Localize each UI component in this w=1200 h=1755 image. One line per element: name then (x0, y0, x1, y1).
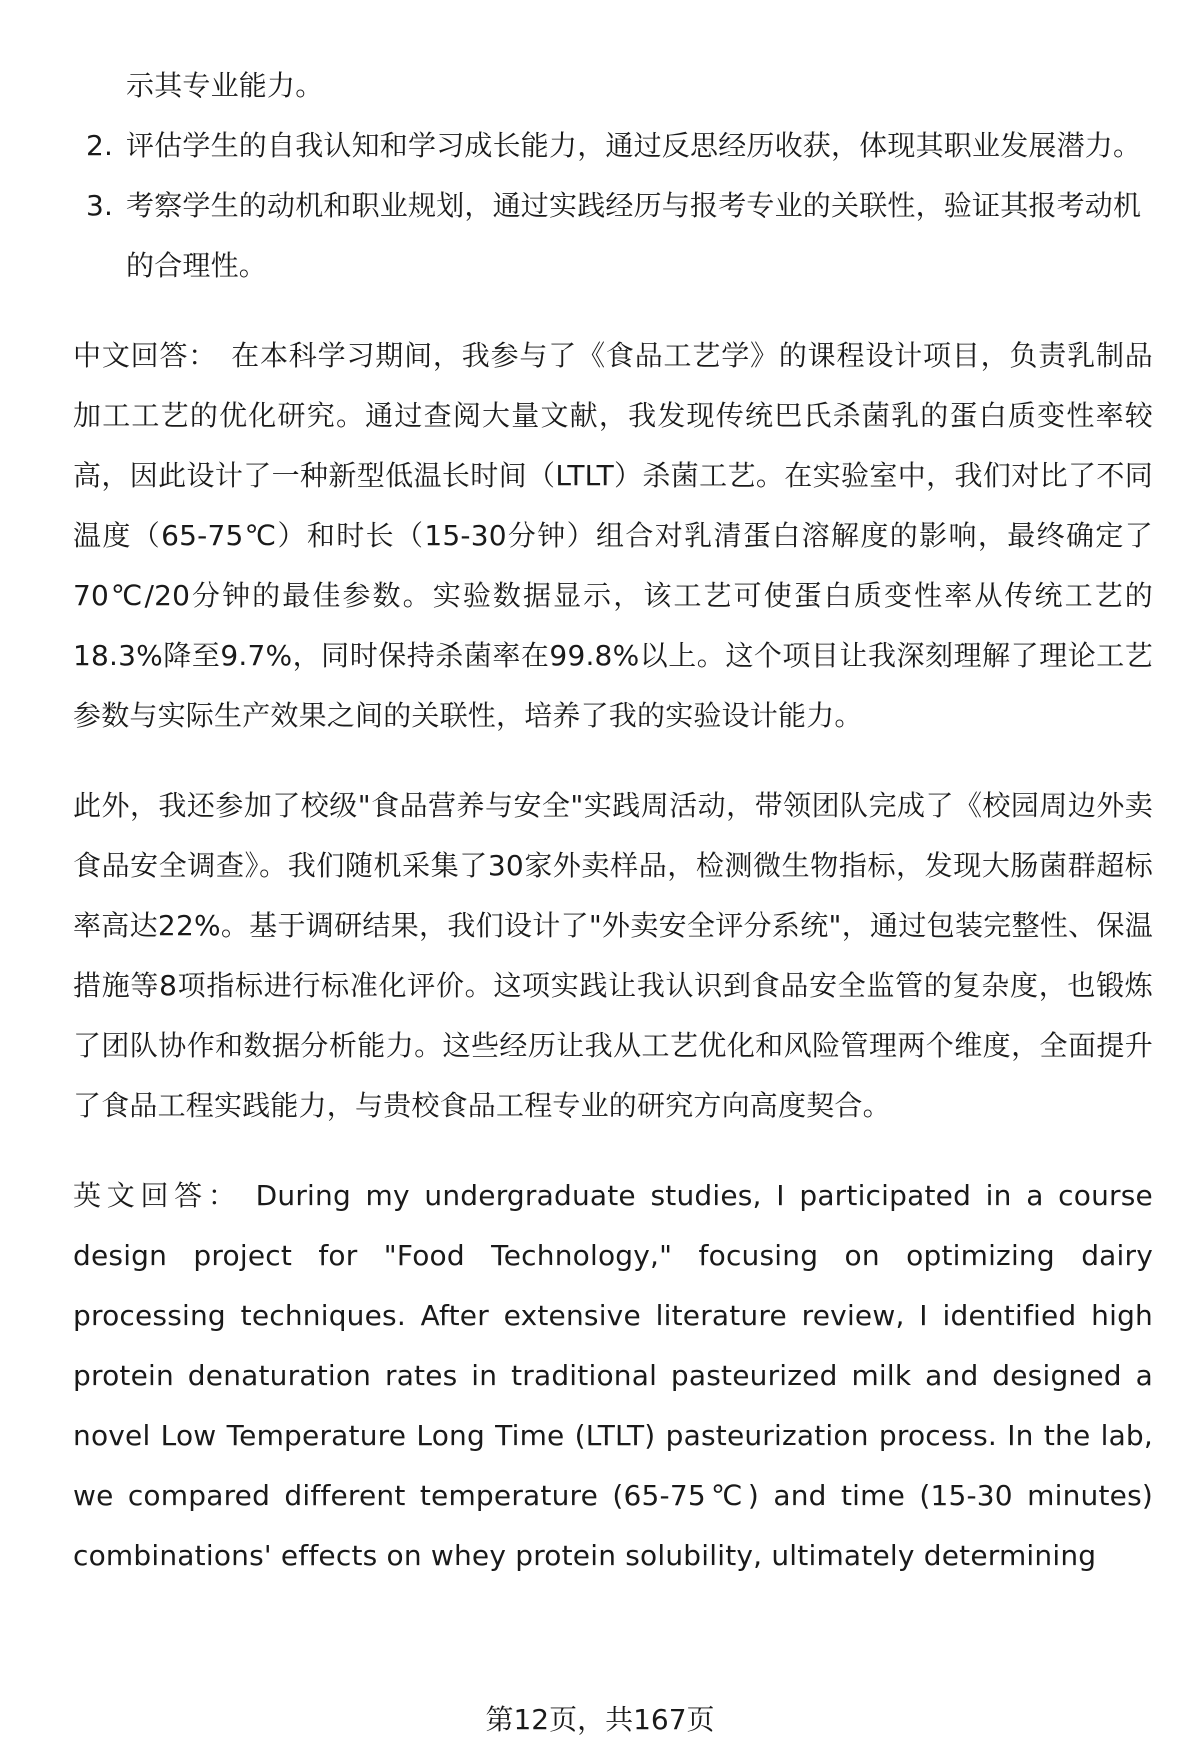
chinese-answer-paragraph-1 (73, 326, 1153, 746)
list-item-number: 2. (86, 129, 114, 162)
page-content (73, 56, 1153, 1586)
chinese-answer-paragraph-2: 此外，我还参加了校级"食品营养与安全"实践周活动，带领团队完成了《校园周边外卖食品安全调查》。我们随机采集了30家外卖样品，检测微生物指标，发现大肠菌群超标率高达22%。基于调研结果，我们设计了"外卖安全评分系统"，通过包装完整性、保温措施等8项指标进行标准化评价。这项实践让我认识到食品安全监管的复杂度，也锻炼了团队协作和数据分析能力。这些经历让我从工艺优化和风险管理两个维度，全面提升了食品工程实践能力，与贵校食品工程专业的研究方向高度契合。 (73, 789, 1153, 1122)
english-answer-label: 英文回答： (73, 1179, 242, 1212)
chinese-answer-label: 中文回答： (73, 339, 218, 372)
page-number-footer: 第12页，共167页 (485, 1703, 715, 1736)
spacer (73, 1136, 1153, 1166)
chinese-answer-text-1: 在本科学习期间，我参与了《食品工艺学》的课程设计项目，负责乳制品加工工艺的优化研究。通过查阅大量文献，我发现传统巴氏杀菌乳的蛋白质变性率较高，因此设计了一种新型低温长时间（LTLT）杀菌工艺。在实验室中，我们对比了不同温度（65-75℃）和时长（15-30分钟）组合对乳清蛋白溶解度的影响，最终确定了70℃/20分钟的最佳参数。实验数据显示，该工艺可使蛋白质变性率从传统工艺的18.3%降至9.7%，同时保持杀菌率在99.8%以上。这个项目让我深刻理解了理论工艺参数与实际生产效果之间的关联性，培养了我的实验设计能力。 (73, 339, 1153, 732)
list-item-1-continuation: 示其专业能力。 (126, 69, 324, 102)
list-item (73, 176, 1153, 296)
english-answer-paragraph (73, 1166, 1153, 1586)
list-item-text: 考察学生的动机和职业规划，通过实践经历与报考专业的关联性，验证其报考动机的合理性。 (126, 189, 1142, 282)
english-answer-text: During my undergraduate studies, I participated in a course design project for "Food Technology," focusing on optimizing dairy processing techniques. After extensive literature review, I identified high protein denaturation rates in traditional pasteurized milk and designed a novel Low Temperature Long Time (LTLT) pasteurization process. In the lab, we compared different temperature (65-75℃) and time (15-30 minutes) combinations' effects on whey protein solubility, ultimately determining (73, 1179, 1153, 1572)
list-item (73, 116, 1153, 176)
spacer (73, 296, 1153, 326)
list-item-text: 评估学生的自我认知和学习成长能力，通过反思经历收获，体现其职业发展潜力。 (126, 129, 1142, 162)
criteria-list (73, 116, 1153, 296)
list-item-number: 3. (86, 189, 114, 222)
spacer (73, 746, 1153, 776)
